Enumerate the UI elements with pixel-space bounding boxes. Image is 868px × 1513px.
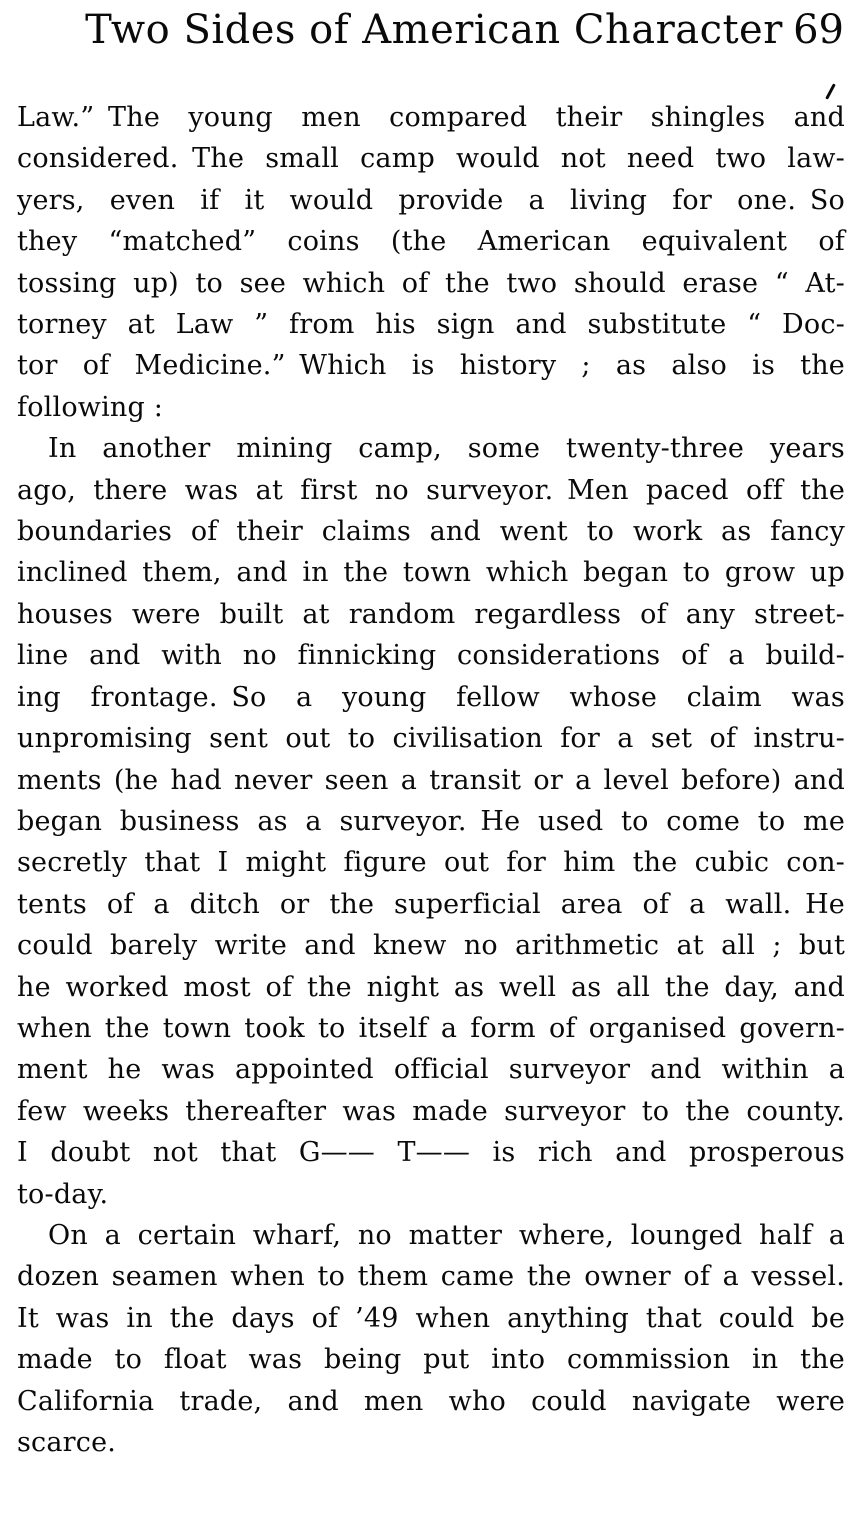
- text-line: On a certain wharf, no matter where, lounged half a: [48, 1219, 845, 1251]
- paragraph: [17, 97, 845, 428]
- text-line: I doubt not that G—— T—— is rich and prosperous: [17, 1137, 845, 1169]
- text-line: unpromising sent out to civilisation for a set of instru-: [17, 723, 845, 755]
- running-head-title: Two Sides of American Character: [85, 7, 783, 53]
- text-line: he worked most of the night as well as all the day, and: [17, 971, 845, 1003]
- text-line: tossing up) to see which of the two should erase “ At-: [17, 267, 845, 299]
- text-line: tor of Medicine.” Which is history ; as also is the: [17, 350, 845, 382]
- text-line: It was in the days of ’49 when anything that could be: [17, 1302, 845, 1334]
- text-line: to-day.: [17, 1178, 109, 1210]
- text-line: could barely write and knew no arithmetic at all ; but: [17, 930, 845, 962]
- text-line: ing frontage. So a young fellow whose claim was: [17, 681, 845, 713]
- text-line: scarce.: [17, 1427, 117, 1458]
- paragraph: [17, 428, 845, 1215]
- text-block: [17, 97, 845, 1463]
- text-line: ment he was appointed official surveyor and within a: [17, 1054, 845, 1086]
- text-line: secretly that I might figure out for him the cubic con-: [17, 847, 845, 879]
- text-line: dozen seamen when to them came the owner of a vessel.: [17, 1261, 845, 1293]
- text-line: yers, even if it would provide a living for one. So: [17, 184, 845, 216]
- text-line: considered. The small camp would not need two law-: [17, 143, 845, 175]
- text-line: houses were built at random regardless of any street-: [17, 598, 845, 630]
- text-line: ago, there was at first no surveyor. Men paced off the: [17, 474, 845, 506]
- text-line: boundaries of their claims and went to work as fancy: [17, 516, 845, 548]
- text-line: tents of a ditch or the superficial area of a wall. He: [17, 888, 845, 920]
- text-line: they “matched” coins (the American equivalent of: [17, 226, 845, 258]
- text-line: inclined them, and in the town which began to grow up: [17, 557, 845, 589]
- text-line: line and with no finnicking considerations of a build-: [17, 640, 845, 672]
- text-line: California trade, and men who could navigate were: [17, 1385, 845, 1417]
- paragraph: [17, 1215, 845, 1463]
- text-line: ments (he had never seen a transit or a level before) and: [17, 764, 845, 796]
- text-line: torney at Law ” from his sign and substitute “ Doc-: [17, 309, 845, 341]
- text-line: when the town took to itself a form of organised govern-: [17, 1012, 845, 1044]
- text-line: following :: [17, 391, 164, 423]
- text-line: In another mining camp, some twenty-three years: [48, 433, 845, 465]
- text-line: Law.” The young men compared their shingles and: [17, 102, 845, 133]
- text-line: few weeks thereafter was made surveyor to the county.: [17, 1095, 845, 1127]
- text-line: began business as a surveyor. He used to come to me: [17, 805, 845, 837]
- page-number: 69: [793, 7, 844, 53]
- text-line: made to float was being put into commission in the: [17, 1344, 845, 1376]
